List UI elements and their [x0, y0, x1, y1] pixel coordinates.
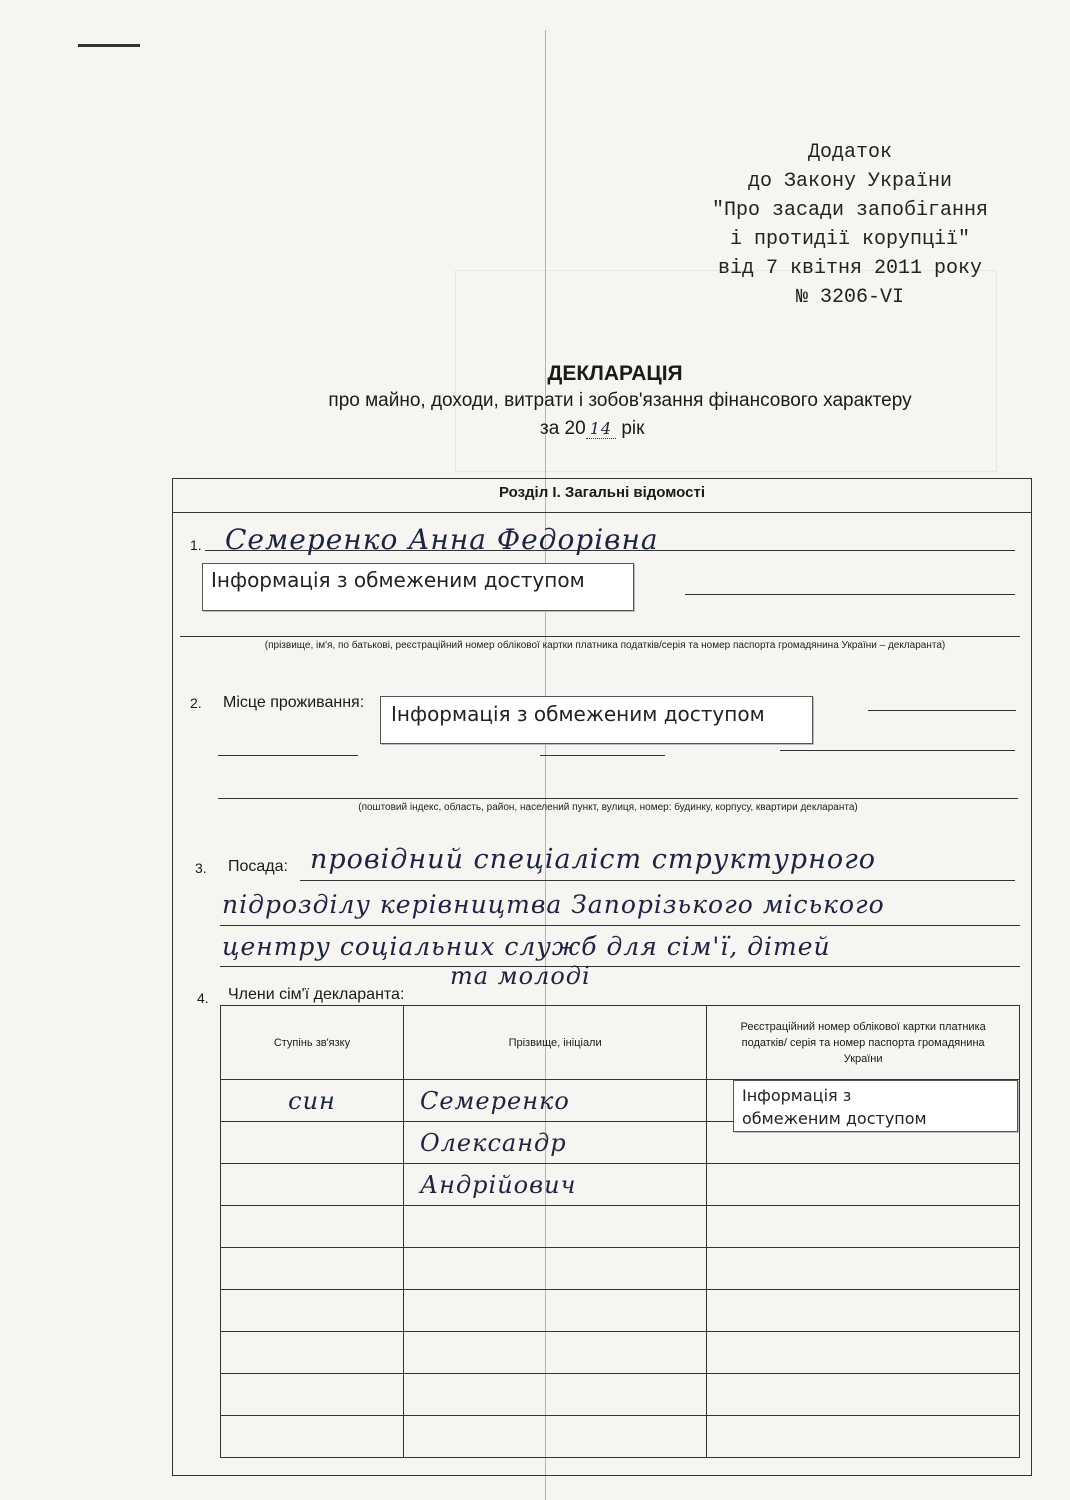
item4-number: 4. — [197, 990, 209, 1006]
item2-line-e — [218, 798, 1018, 799]
table-row — [221, 1374, 1020, 1416]
item1-line-a — [205, 550, 1015, 551]
appendix-line-6: № 3206-VI — [795, 286, 905, 309]
item2-caption: (поштовий індекс, область, район, населений пункт, вулиця, номер: будинку, корпусу, квартири декларанта) — [358, 802, 858, 813]
redacted-residence-text: Інформація з обмеженим доступом — [391, 702, 765, 726]
redacted-member-id-line2: обмеженим доступом — [742, 1109, 927, 1128]
member-name-line3: Андрійович — [419, 1170, 577, 1199]
item1-line-c — [180, 636, 1020, 637]
item3-number: 3. — [195, 860, 207, 876]
redacted-declarant-id-text: Інформація з обмеженим доступом — [211, 568, 585, 592]
item1-line-b — [685, 594, 1015, 595]
redacted-member-id — [733, 1080, 1018, 1132]
year-prefix: за 20 — [540, 418, 586, 439]
col-name: Прізвище, ініціали — [403, 1006, 706, 1080]
item3-line-a — [300, 880, 1015, 881]
item3-line-c — [220, 966, 1020, 967]
item2-line-c — [540, 755, 665, 756]
position-handwritten-1: провідний спеціаліст структурного — [310, 844, 877, 875]
redacted-residence — [380, 696, 813, 744]
item2-line-a — [868, 710, 1016, 711]
table-row — [221, 1206, 1020, 1248]
table-row — [221, 1416, 1020, 1458]
redacted-member-id-line1: Інформація з — [742, 1086, 852, 1105]
item1-number: 1. — [190, 537, 202, 553]
member-name-line2: Олександр — [419, 1128, 567, 1157]
scan-mark — [78, 44, 140, 47]
family-table-header — [221, 1006, 1020, 1080]
col-id-text: Реєстраційний номер облікової картки платника податків/ серія та номер паспорта громадянина України — [740, 1020, 986, 1065]
table-row — [221, 1164, 1020, 1206]
table-row — [221, 1290, 1020, 1332]
col-relation: Ступінь зв'язку — [221, 1006, 404, 1080]
item3-line-b — [220, 925, 1020, 926]
position-label: Посада: — [228, 858, 288, 875]
item1-caption: (прізвище, ім'я, по батькові, реєстраційний номер облікової картки платника податків/серія та номер паспорта громадянина України – декларанта) — [264, 640, 946, 651]
table-row — [221, 1248, 1020, 1290]
appendix-line-3: "Про засади запобігання — [711, 199, 989, 222]
appendix-line-1: Додаток — [807, 141, 892, 164]
item2-line-d — [780, 750, 1015, 751]
col-id — [707, 1006, 1020, 1080]
year-suffix: рік — [621, 418, 645, 439]
year-value: 14 — [586, 419, 616, 439]
appendix-line-2: до Закону України — [747, 170, 953, 193]
member-name-line1: Семеренко — [419, 1086, 570, 1115]
position-handwritten-2: підрозділу керівництва Запорізького міського — [222, 890, 885, 919]
declaration-title: ДЕКЛАРАЦІЯ — [547, 362, 683, 385]
family-table — [220, 1005, 1020, 1458]
item2-line-b — [218, 755, 358, 756]
appendix-line-5: від 7 квітня 2011 року — [717, 257, 983, 280]
residence-label: Місце проживання: — [223, 694, 365, 711]
section-title: Розділ І. Загальні відомості — [498, 484, 705, 501]
appendix-line-4: і протидії корупції" — [729, 228, 971, 251]
declaration-subtitle: про майно, доходи, витрати і зобов'язання фінансового характеру — [328, 390, 912, 411]
position-handwritten-4: та молоді — [450, 962, 591, 990]
position-handwritten-3: центру соціальних служб для сім'ї, дітей — [222, 932, 831, 961]
declaration-year — [540, 418, 720, 440]
appendix-block — [640, 138, 1060, 312]
member-relation: син — [288, 1086, 336, 1115]
item2-number: 2. — [190, 695, 202, 711]
redacted-declarant-id — [202, 563, 634, 611]
declarant-name-handwritten: Семеренко Анна Федорівна — [225, 523, 659, 556]
table-row — [221, 1332, 1020, 1374]
section-title-divider — [172, 512, 1032, 513]
family-label: Члени сім'ї декларанта: — [228, 986, 405, 1003]
